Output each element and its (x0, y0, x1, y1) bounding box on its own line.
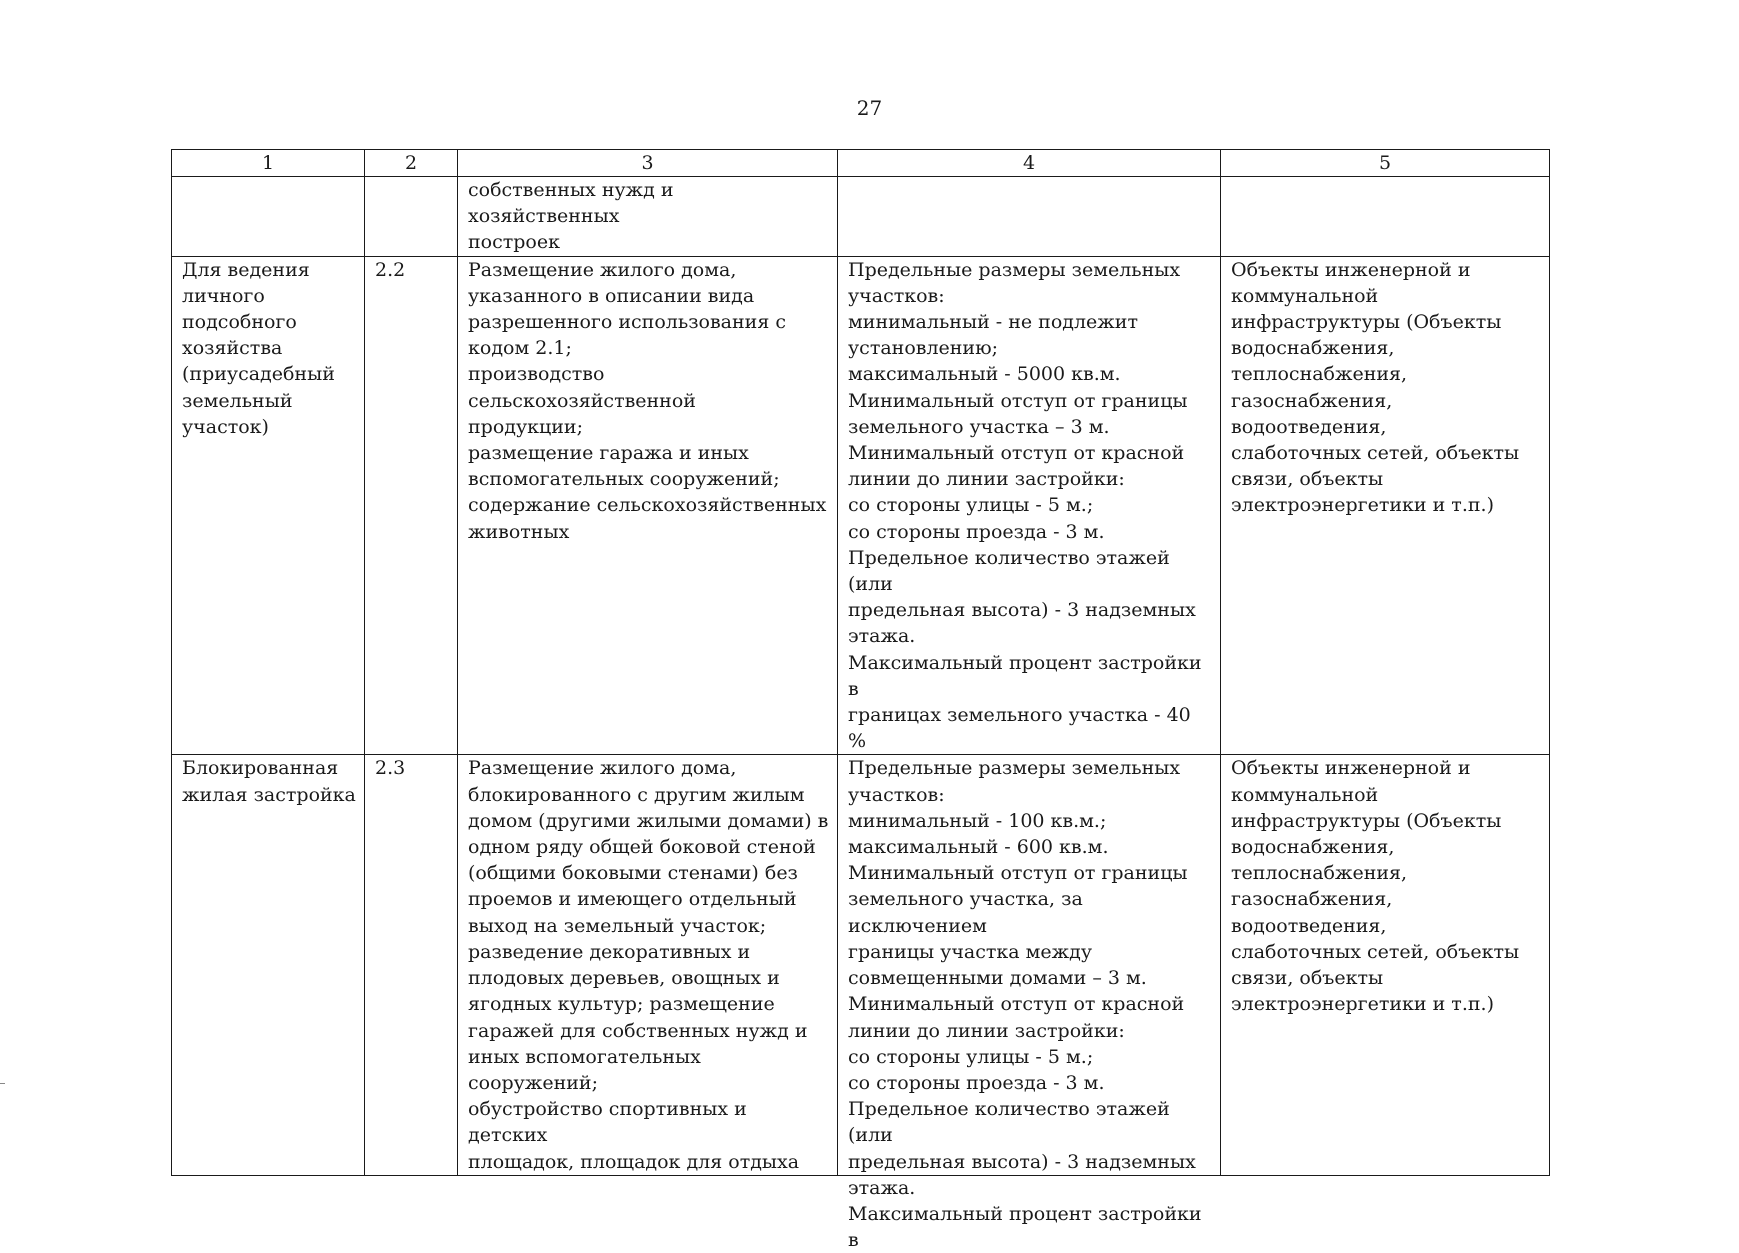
use-type-cell: Блокированная жилая застройка (172, 755, 365, 1175)
code-cell: 2.3 (365, 755, 458, 1175)
parameters-cell: Предельные размеры земельных участков: минимальный - не подлежит установлению; максимальный - 5000 кв.м. Минимальный отступ от границы земельного участка – 3 м. Минимальный отступ от красной линии до линии застройки: со стороны улицы - 5 м.; со стороны проезда - 3 м. Предельное количество этажей (или предельная высота) - 3 надземных этажа. Максимальный процент застройки в границах земельного участка - 40 % (838, 256, 1221, 755)
use-type-cell: Для ведения личного подсобного хозяйства (приусадебный земельный участок) (172, 256, 365, 755)
table-header-row (172, 150, 1550, 177)
parameters-cell (838, 755, 1221, 1252)
description-cell: Размещение жилого дома, блокированного с другим жилым домом (другими жилыми домами) в одном ряду общей боковой стеной (общими боковыми стенами) без проемов и имеющего отдельный выход на земельный участок; разведение декоративных и плодовых деревьев, овощных и ягодных культур; размещение гаражей для собственных нужд и иных вспомогательных сооружений; обустройство спортивных и детских площадок, площадок для отдыха (458, 755, 838, 1175)
code-cell (365, 177, 458, 257)
table-row (172, 755, 1550, 1175)
column-number-5: 5 (1221, 150, 1550, 177)
auxiliary-uses-cell: Объекты инженерной и коммунальной инфраструктуры (Объекты водоснабжения, теплоснабжения, газоснабжения, водоотведения, слаботочных сетей, объекты связи, объекты электроэнергетики и т.п.) (1221, 256, 1550, 755)
table-row (172, 177, 1550, 257)
table-row (172, 256, 1550, 755)
column-number-2: 2 (365, 150, 458, 177)
code-cell: 2.2 (365, 256, 458, 755)
parameters-text: Предельные размеры земельных участков: минимальный - 100 кв.м.; максимальный - 600 кв.м. Минимальный отступ от границы земельного участка, за исключением границы участка между совмещенными домами – 3 м. Минимальный отступ от красной линии до линии застройки: со стороны улицы - 5 м.; со стороны проезда - 3 м. Предельное количество этажей (или предельная высота) - 3 надземных этажа. Максимальный процент застройки в (848, 757, 1202, 1252)
page-number: 27 (856, 96, 883, 120)
scan-margin-mark (0, 1083, 5, 1084)
column-number-3: 3 (458, 150, 838, 177)
auxiliary-uses-cell (1221, 177, 1550, 257)
land-use-table (171, 149, 1550, 1252)
column-number-4: 4 (838, 150, 1221, 177)
parameters-cell (838, 177, 1221, 257)
description-cell: Размещение жилого дома, указанного в описании вида разрешенного использования с кодом 2.1; производство сельскохозяйственной продукции; размещение гаража и иных вспомогательных сооружений; содержание сельскохозяйственных животных (458, 256, 838, 755)
auxiliary-uses-cell: Объекты инженерной и коммунальной инфраструктуры (Объекты водоснабжения, теплоснабжения, газоснабжения, водоотведения, слаботочных сетей, объекты связи, объекты электроэнергетики и т.п.) (1221, 755, 1550, 1175)
use-type-cell (172, 177, 365, 257)
column-number-1: 1 (172, 150, 365, 177)
description-cell: собственных нужд и хозяйственных построек (458, 177, 838, 257)
